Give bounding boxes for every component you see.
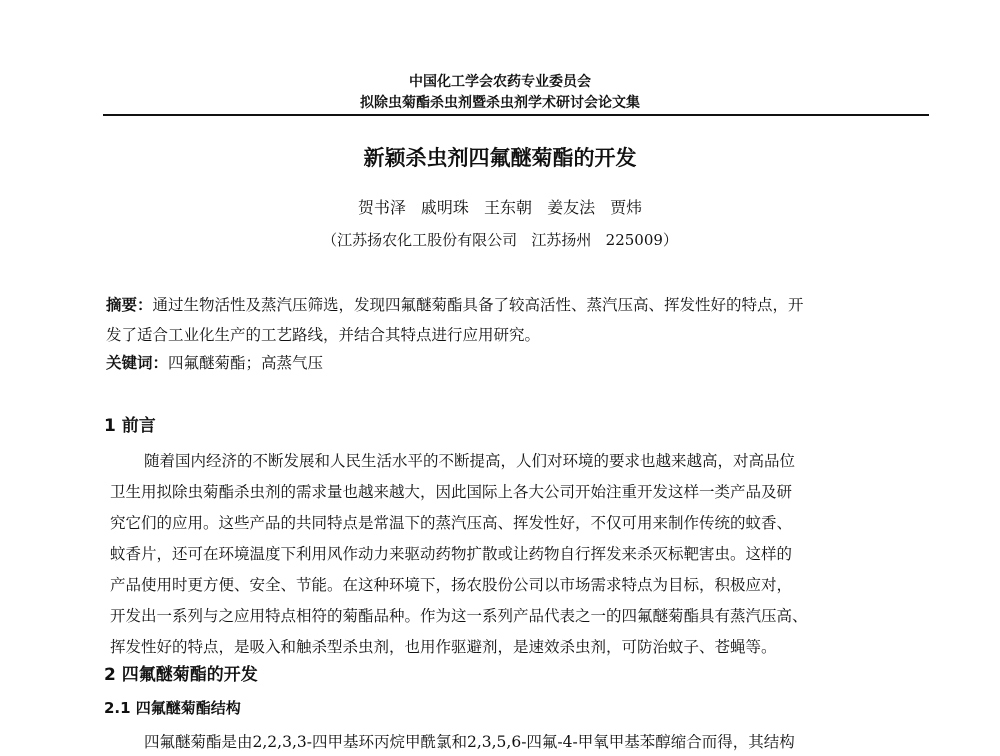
section-1-body — [110, 446, 910, 663]
keywords-label: 关键词： — [106, 354, 169, 372]
abstract-line-2: 发了适合工业化生产的工艺路线，并结合其特点进行应用研究。 — [106, 326, 541, 344]
keywords-text: 四氟醚菊酯；高蒸气压 — [168, 354, 324, 372]
affiliation: （江苏扬农化工股份有限公司 江苏扬州 225009） — [322, 231, 678, 249]
body-line: 随着国内经济的不断发展和人民生活水平的不断提高，人们对环境的要求也越来越高，对高品位 — [144, 452, 796, 470]
paper-title: 新颖杀虫剂四氟醚菊酯的开发 — [363, 146, 637, 170]
body-line: 蚊香片，还可在环境温度下利用风作动力来驱动药物扩散或让药物自行挥发来杀灭标靶害虫。这样的 — [110, 545, 793, 563]
abstract-line-1 — [106, 290, 916, 320]
section-2-heading: 2 四氟醚菊酯的开发 — [104, 665, 258, 685]
subsection-2-1-heading: 2.1 四氟醚菊酯结构 — [104, 699, 241, 717]
body-line: 究它们的应用。这些产品的共同特点是常温下的蒸汽压高、挥发性好，不仅可用来制作传统的蚊香、 — [110, 514, 793, 532]
abstract-label: 摘要： — [106, 296, 153, 314]
keywords — [106, 349, 916, 377]
header-divider — [103, 114, 929, 116]
section-1-heading: 1 前言 — [104, 416, 156, 436]
body-line: 卫生用拟除虫菊酯杀虫剂的需求量也越来越大，因此国际上各大公司开始注重开发这样一类产品及研 — [110, 483, 793, 501]
section-2-1-partial-line: 四氟醚菊酯是由2,2,3,3-四甲基环丙烷甲酰氯和2,3,5,6-四氟-4-甲氧甲基苯醇缩合而得，其结构 — [144, 733, 795, 751]
author-list: 贺书泽 戚明珠 王东朝 姜友法 贾炜 — [357, 198, 643, 217]
body-line: 开发出一系列与之应用特点相符的菊酯品种。作为这一系列产品代表之一的四氟醚菊酯具有蒸汽压高、 — [110, 607, 808, 625]
abstract-text-1: 通过生物活性及蒸汽压筛选，发现四氟醚菊酯具备了较高活性、蒸汽压高、挥发性好的特点，开 — [152, 296, 804, 314]
body-line: 挥发性好的特点，是吸入和触杀型杀虫剂，也用作驱避剂，是速效杀虫剂，可防治蚊子、苍蝇等。 — [110, 638, 777, 656]
proceedings-header — [0, 72, 1000, 114]
body-line: 产品使用时更方便、安全、节能。在这种环境下，扬农股份公司以市场需求特点为目标，积极应对， — [110, 576, 793, 594]
header-line-2: 拟除虫菊酯杀虫剂暨杀虫剂学术研讨会论文集 — [360, 95, 640, 111]
header-line-1: 中国化工学会农药专业委员会 — [409, 74, 591, 90]
abstract — [106, 290, 916, 350]
